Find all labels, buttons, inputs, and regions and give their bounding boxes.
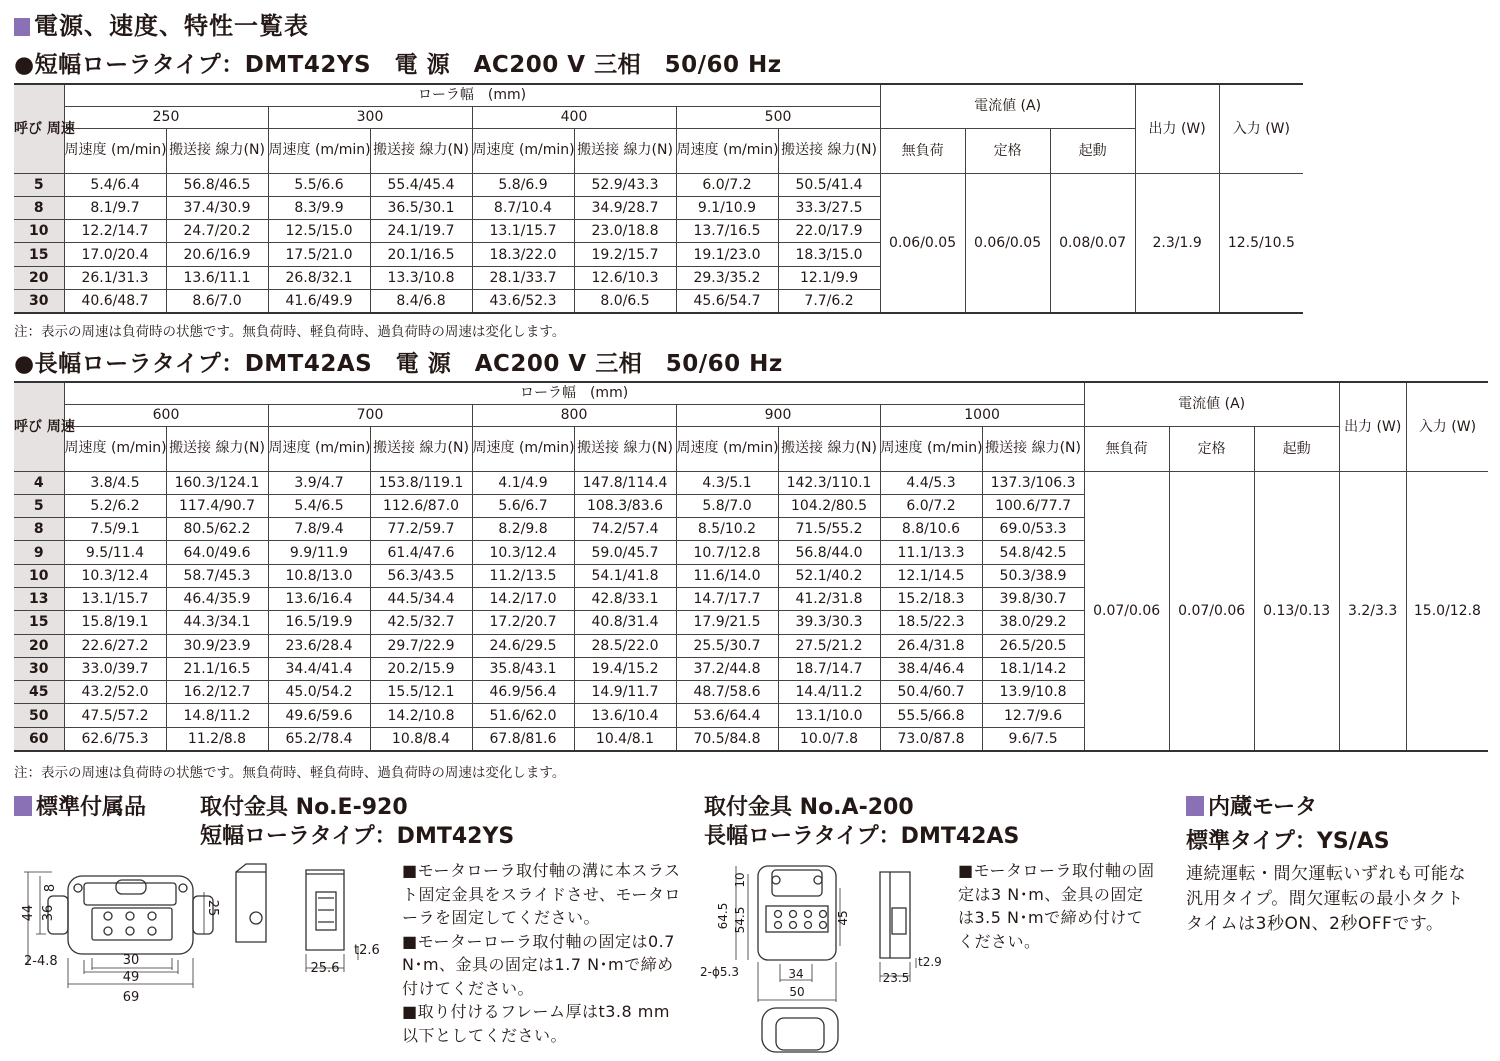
bracket2-model: 取付金具 No.A-200 xyxy=(704,795,914,820)
table-cell: 3.9/4.7 xyxy=(268,471,370,494)
speed-label-cell: 15 xyxy=(14,243,64,266)
table-cell: 4.1/4.9 xyxy=(472,471,574,494)
table-cell: 45.0/54.2 xyxy=(268,681,370,704)
table-cell: 12.6/10.3 xyxy=(574,266,676,289)
speed-label-cell: 50 xyxy=(14,704,64,727)
table-cell: 5.4/6.5 xyxy=(268,494,370,517)
table-cell: 54.8/42.5 xyxy=(982,541,1084,564)
col-force: 搬送接 線力(N) xyxy=(574,426,676,471)
cur-no-load: 無負荷 xyxy=(880,128,965,173)
width-900: 900 xyxy=(676,404,880,426)
table-cell: 18.3/15.0 xyxy=(778,243,880,266)
table-cell: 11.2/8.8 xyxy=(166,727,268,750)
table-cell: 18.7/14.7 xyxy=(778,657,880,680)
table-cell: 108.3/83.6 xyxy=(574,494,676,517)
table-cell: 38.4/46.4 xyxy=(880,657,982,680)
table-cell: 153.8/119.1 xyxy=(370,471,472,494)
table-cell: 62.6/75.3 xyxy=(64,727,166,750)
table-cell: 5.2/6.2 xyxy=(64,494,166,517)
table2-note: 注：表示の周速は負荷時の状態です。無負荷時、軽負荷時、過負荷時の周速は変化します。 xyxy=(14,765,566,781)
table-cell: 7.7/6.2 xyxy=(778,289,880,312)
speed-label-cell: 8 xyxy=(14,518,64,541)
col-speed: 周速度 (m/min) xyxy=(268,426,370,471)
speed-label-cell: 13 xyxy=(14,587,64,610)
speed-label-cell: 45 xyxy=(14,681,64,704)
width-400: 400 xyxy=(472,106,676,128)
table-cell: 59.0/45.7 xyxy=(574,541,676,564)
table-cell: 52.9/43.3 xyxy=(574,173,676,196)
width-500: 500 xyxy=(676,106,880,128)
table-cell: 49.6/59.6 xyxy=(268,704,370,727)
table-cell: 7.8/9.4 xyxy=(268,518,370,541)
dim-t2-6: t2.6 xyxy=(354,943,380,958)
motor-description: 連続運転・間欠運転いずれも可能な汎用タイプ。間欠運転の最小タクトタイムは3秒ON、2秒OFFです。 xyxy=(1186,864,1466,934)
table-cell: 13.3/10.8 xyxy=(370,266,472,289)
speed-label-cell: 10 xyxy=(14,220,64,243)
table-cell: 5.4/6.4 xyxy=(64,173,166,196)
table1-spec xyxy=(14,83,1303,314)
table-cell: 8.8/10.6 xyxy=(880,518,982,541)
title-marker-icon xyxy=(14,796,32,816)
table-cell: 44.5/34.4 xyxy=(370,587,472,610)
table-cell: 34.4/41.4 xyxy=(268,657,370,680)
table-cell: 13.1/10.0 xyxy=(778,704,880,727)
speed-label-cell: 9 xyxy=(14,541,64,564)
col-force: 搬送接 線力(N) xyxy=(982,426,1084,471)
speed-label-cell: 10 xyxy=(14,564,64,587)
table-cell: 4.4/5.3 xyxy=(880,471,982,494)
table-cell: 12.5/15.0 xyxy=(268,220,370,243)
table-cell: 10.3/12.4 xyxy=(472,541,574,564)
table-cell: 46.9/56.4 xyxy=(472,681,574,704)
table-cell: 13.6/11.1 xyxy=(166,266,268,289)
table-cell: 13.1/15.7 xyxy=(64,587,166,610)
table-cell: 39.3/30.3 xyxy=(778,611,880,634)
dim-45: 45 xyxy=(836,910,850,926)
bracket2-type: 長幅ローラタイプ：DMT42AS xyxy=(704,824,1020,849)
width-1000: 1000 xyxy=(880,404,1084,426)
table1-note: 注：表示の周速は負荷時の状態です。無負荷時、軽負荷時、過負荷時の周速は変化します。 xyxy=(14,324,566,340)
header-yobi: 呼び 周速 xyxy=(14,84,64,173)
speed-label-cell: 30 xyxy=(14,289,64,312)
cur-start: 起動 xyxy=(1050,128,1135,173)
col-speed: 周速度 (m/min) xyxy=(676,426,778,471)
table-cell: 11.6/14.0 xyxy=(676,564,778,587)
header-yobi: 呼び 周速 xyxy=(14,382,64,471)
table-cell: 55.4/45.4 xyxy=(370,173,472,196)
col-force: 搬送接 線力(N) xyxy=(166,128,268,173)
table-cell: 56.8/46.5 xyxy=(166,173,268,196)
table-cell: 43.6/52.3 xyxy=(472,289,574,312)
width-250: 250 xyxy=(64,106,268,128)
table-cell: 21.1/16.5 xyxy=(166,657,268,680)
table-cell: 51.6/62.0 xyxy=(472,704,574,727)
table-cell: 55.5/66.8 xyxy=(880,704,982,727)
dim-hole: 2-4.8 xyxy=(24,954,58,969)
header-current: 電流値 (A) xyxy=(880,84,1135,128)
table-cell: 8.2/9.8 xyxy=(472,518,574,541)
speed-label-cell: 8 xyxy=(14,196,64,219)
table-cell: 23.0/18.8 xyxy=(574,220,676,243)
col-force: 搬送接 線力(N) xyxy=(370,128,472,173)
bracket1-drawing xyxy=(18,858,388,1008)
dim-t2-9: t2.9 xyxy=(918,955,942,969)
table2-heading: ●長幅ローラタイプ：DMT42AS 電 源 AC200 V 三相 50/60 Hz xyxy=(14,351,783,377)
table-cell: 160.3/124.1 xyxy=(166,471,268,494)
table-cell: 13.7/16.5 xyxy=(676,220,778,243)
table-cell: 56.8/44.0 xyxy=(778,541,880,564)
cur-start: 起動 xyxy=(1254,426,1339,471)
speed-label-cell: 30 xyxy=(14,657,64,680)
dim-hole2: 2-ϕ5.3 xyxy=(700,965,739,979)
col-speed: 周速度 (m/min) xyxy=(880,426,982,471)
header-output: 出力 (W) xyxy=(1135,84,1219,173)
table-cell: 24.7/20.2 xyxy=(166,220,268,243)
table-cell: 9.6/7.5 xyxy=(982,727,1084,750)
table-cell: 17.2/20.7 xyxy=(472,611,574,634)
col-force: 搬送接 線力(N) xyxy=(778,426,880,471)
dim-36: 36 xyxy=(41,904,56,922)
input-value: 15.0/12.8 xyxy=(1406,471,1488,751)
table-cell: 26.1/31.3 xyxy=(64,266,166,289)
motor-title: 内蔵モータ xyxy=(1186,793,1317,822)
table-cell: 41.2/31.8 xyxy=(778,587,880,610)
table-cell: 17.0/20.4 xyxy=(64,243,166,266)
col-force: 搬送接 線力(N) xyxy=(574,128,676,173)
speed-label-cell: 4 xyxy=(14,471,64,494)
table-cell: 30.9/23.9 xyxy=(166,634,268,657)
table-cell: 28.1/33.7 xyxy=(472,266,574,289)
dim-49: 49 xyxy=(122,970,140,985)
table-cell: 12.1/9.9 xyxy=(778,266,880,289)
table-cell: 44.3/34.1 xyxy=(166,611,268,634)
table-cell: 37.4/30.9 xyxy=(166,196,268,219)
output-value: 3.2/3.3 xyxy=(1339,471,1406,751)
table-cell: 5.5/6.6 xyxy=(268,173,370,196)
table-cell: 104.2/80.5 xyxy=(778,494,880,517)
table-cell: 42.5/32.7 xyxy=(370,611,472,634)
table-cell: 112.6/87.0 xyxy=(370,494,472,517)
output-value: 2.3/1.9 xyxy=(1135,173,1219,313)
table-cell: 6.0/7.2 xyxy=(676,173,778,196)
table-cell: 8.7/10.4 xyxy=(472,196,574,219)
dim-64-5: 64.5 xyxy=(716,902,730,930)
width-800: 800 xyxy=(472,404,676,426)
table-cell: 10.0/7.8 xyxy=(778,727,880,750)
table-cell: 13.1/15.7 xyxy=(472,220,574,243)
table-cell: 8.0/6.5 xyxy=(574,289,676,312)
header-input: 入力 (W) xyxy=(1219,84,1303,173)
table-cell: 40.8/31.4 xyxy=(574,611,676,634)
dim-50: 50 xyxy=(789,985,805,999)
table-cell: 29.7/22.9 xyxy=(370,634,472,657)
title-marker-icon xyxy=(14,18,30,36)
motor-subtitle: 標準タイプ：YS/AS xyxy=(1186,829,1390,854)
table-cell: 37.2/44.8 xyxy=(676,657,778,680)
table-cell: 5.6/6.7 xyxy=(472,494,574,517)
table-cell: 100.6/77.7 xyxy=(982,494,1084,517)
table-cell: 15.8/19.1 xyxy=(64,611,166,634)
width-300: 300 xyxy=(268,106,472,128)
table-cell: 10.4/8.1 xyxy=(574,727,676,750)
table2-spec xyxy=(14,381,1488,752)
bracket2-instructions: ■モータローラ取付軸の固定は3 N･m、金具の固定は3.5 N･mで締め付けてください。 xyxy=(958,861,1155,951)
table-cell: 28.5/22.0 xyxy=(574,634,676,657)
table-cell: 33.0/39.7 xyxy=(64,657,166,680)
cur-no-load: 無負荷 xyxy=(1084,426,1169,471)
table-cell: 3.8/4.5 xyxy=(64,471,166,494)
table-cell: 19.4/15.2 xyxy=(574,657,676,680)
table-cell: 14.2/17.0 xyxy=(472,587,574,610)
table-cell: 22.6/27.2 xyxy=(64,634,166,657)
accessories-title: 標準付属品 xyxy=(14,793,146,822)
table-cell: 11.2/13.5 xyxy=(472,564,574,587)
header-current: 電流値 (A) xyxy=(1084,382,1339,426)
bracket1-type: 短幅ローラタイプ：DMT42YS xyxy=(200,824,515,849)
table-cell: 52.1/40.2 xyxy=(778,564,880,587)
dim-23-5: 23.5 xyxy=(882,971,910,985)
table-cell: 15.5/12.1 xyxy=(370,681,472,704)
dim-25: 25 xyxy=(205,899,220,917)
dim-10: 10 xyxy=(733,872,747,888)
dim-25-6: 25.6 xyxy=(310,961,340,976)
col-speed: 周速度 (m/min) xyxy=(676,128,778,173)
table-cell: 61.4/47.6 xyxy=(370,541,472,564)
table-cell: 58.7/45.3 xyxy=(166,564,268,587)
dim-54-5: 54.5 xyxy=(733,906,747,934)
table-cell: 43.2/52.0 xyxy=(64,681,166,704)
table-cell: 142.3/110.1 xyxy=(778,471,880,494)
table-cell: 48.7/58.6 xyxy=(676,681,778,704)
table-cell: 29.3/35.2 xyxy=(676,266,778,289)
bracket1-body xyxy=(68,876,193,954)
table-cell: 13.6/10.4 xyxy=(574,704,676,727)
table-cell: 39.8/30.7 xyxy=(982,587,1084,610)
table-cell: 18.3/22.0 xyxy=(472,243,574,266)
table-cell: 9.5/11.4 xyxy=(64,541,166,564)
table-cell: 6.0/7.2 xyxy=(880,494,982,517)
table1-heading: ●短幅ローラタイプ：DMT42YS 電 源 AC200 V 三相 50/60 Hz xyxy=(14,52,782,78)
table-cell: 20.6/16.9 xyxy=(166,243,268,266)
table-cell: 67.8/81.6 xyxy=(472,727,574,750)
table-cell: 8.3/9.9 xyxy=(268,196,370,219)
table-cell: 50.3/38.9 xyxy=(982,564,1084,587)
dim-30: 30 xyxy=(122,953,140,968)
table-cell: 26.8/32.1 xyxy=(268,266,370,289)
table-cell: 14.9/11.7 xyxy=(574,681,676,704)
table-cell: 74.2/57.4 xyxy=(574,518,676,541)
table-cell: 4.3/5.1 xyxy=(676,471,778,494)
table-cell: 45.6/54.7 xyxy=(676,289,778,312)
col-speed: 周速度 (m/min) xyxy=(64,128,166,173)
col-force: 搬送接 線力(N) xyxy=(370,426,472,471)
width-700: 700 xyxy=(268,404,472,426)
speed-label-cell: 20 xyxy=(14,634,64,657)
table-cell: 13.6/16.4 xyxy=(268,587,370,610)
table-cell: 65.2/78.4 xyxy=(268,727,370,750)
cur-rated: 定格 xyxy=(1169,426,1254,471)
cur-rated-value: 0.06/0.05 xyxy=(965,173,1050,313)
table-cell: 9.9/11.9 xyxy=(268,541,370,564)
table-cell: 80.5/62.2 xyxy=(166,518,268,541)
table-cell: 54.1/41.8 xyxy=(574,564,676,587)
table-cell: 38.0/29.2 xyxy=(982,611,1084,634)
table-cell: 5.8/7.0 xyxy=(676,494,778,517)
table-cell: 26.5/20.5 xyxy=(982,634,1084,657)
table-cell: 17.9/21.5 xyxy=(676,611,778,634)
table-cell: 18.5/22.3 xyxy=(880,611,982,634)
col-force: 搬送接 線力(N) xyxy=(166,426,268,471)
col-speed: 周速度 (m/min) xyxy=(268,128,370,173)
table-cell: 137.3/106.3 xyxy=(982,471,1084,494)
speed-label-cell: 60 xyxy=(14,727,64,750)
table-cell: 10.8/13.0 xyxy=(268,564,370,587)
col-speed: 周速度 (m/min) xyxy=(64,426,166,471)
table-cell: 24.6/29.5 xyxy=(472,634,574,657)
speed-label-cell: 5 xyxy=(14,494,64,517)
width-600: 600 xyxy=(64,404,268,426)
dim-69: 69 xyxy=(122,990,140,1005)
table-cell: 16.5/19.9 xyxy=(268,611,370,634)
table-cell: 10.7/12.8 xyxy=(676,541,778,564)
table-cell: 14.8/11.2 xyxy=(166,704,268,727)
table-cell: 117.4/90.7 xyxy=(166,494,268,517)
header-roller-width: ローラ幅 (mm) xyxy=(64,84,880,106)
table-cell: 8.4/6.8 xyxy=(370,289,472,312)
bracket1-model: 取付金具 No.E-920 xyxy=(200,795,408,820)
header-output: 出力 (W) xyxy=(1339,382,1406,471)
table-cell: 5.8/6.9 xyxy=(472,173,574,196)
table-cell: 16.2/12.7 xyxy=(166,681,268,704)
table-cell: 50.5/41.4 xyxy=(778,173,880,196)
header-roller-width: ローラ幅 (mm) xyxy=(64,382,1084,404)
table-cell: 9.1/10.9 xyxy=(676,196,778,219)
dim-34: 34 xyxy=(788,967,804,981)
table-cell: 40.6/48.7 xyxy=(64,289,166,312)
cur-start-value: 0.08/0.07 xyxy=(1050,173,1135,313)
table-cell: 15.2/18.3 xyxy=(880,587,982,610)
table-cell: 22.0/17.9 xyxy=(778,220,880,243)
table-cell: 7.5/9.1 xyxy=(64,518,166,541)
col-speed: 周速度 (m/min) xyxy=(472,426,574,471)
table-cell: 20.1/16.5 xyxy=(370,243,472,266)
table-cell: 12.2/14.7 xyxy=(64,220,166,243)
table-cell: 50.4/60.7 xyxy=(880,681,982,704)
input-value: 12.5/10.5 xyxy=(1219,173,1303,313)
table-cell: 73.0/87.8 xyxy=(880,727,982,750)
table-cell: 53.6/64.4 xyxy=(676,704,778,727)
cur-start-value: 0.13/0.13 xyxy=(1254,471,1339,751)
table-cell: 14.4/11.2 xyxy=(778,681,880,704)
table-cell: 35.8/43.1 xyxy=(472,657,574,680)
table-cell: 14.7/17.7 xyxy=(676,587,778,610)
cur-no-load-value: 0.06/0.05 xyxy=(880,173,965,313)
table-cell: 8.1/9.7 xyxy=(64,196,166,219)
table-cell: 18.1/14.2 xyxy=(982,657,1084,680)
cur-no-load-value: 0.07/0.06 xyxy=(1084,471,1169,751)
table-cell: 8.5/10.2 xyxy=(676,518,778,541)
table-cell: 8.6/7.0 xyxy=(166,289,268,312)
table-cell: 77.2/59.7 xyxy=(370,518,472,541)
table-cell: 71.5/55.2 xyxy=(778,518,880,541)
table-cell: 10.8/8.4 xyxy=(370,727,472,750)
table-cell: 41.6/49.9 xyxy=(268,289,370,312)
table-cell: 46.4/35.9 xyxy=(166,587,268,610)
table-cell: 13.9/10.8 xyxy=(982,681,1084,704)
table-cell: 10.3/12.4 xyxy=(64,564,166,587)
table-cell: 36.5/30.1 xyxy=(370,196,472,219)
table-cell: 20.2/15.9 xyxy=(370,657,472,680)
speed-label-cell: 15 xyxy=(14,611,64,634)
bracket1-instructions: ■モータローラ取付軸の溝に本スラスト固定金具をスライドさせ、モータローラを固定してください。 ■モーターローラ取付軸の固定は0.7 N･m、金具の固定は1.7 N･mで締め付けてください。 ■取り付けるフレーム厚はt3.8 mm以下としてください。 xyxy=(402,861,681,1045)
dim-44: 44 xyxy=(21,904,36,922)
cur-rated: 定格 xyxy=(965,128,1050,173)
table-cell: 11.1/13.3 xyxy=(880,541,982,564)
title-marker-icon xyxy=(1186,796,1204,816)
page-title: 電源、速度、特性一覧表 xyxy=(14,6,309,41)
table-cell: 56.3/43.5 xyxy=(370,564,472,587)
table-cell: 24.1/19.7 xyxy=(370,220,472,243)
table-cell: 33.3/27.5 xyxy=(778,196,880,219)
speed-label-cell: 20 xyxy=(14,266,64,289)
col-force: 搬送接 線力(N) xyxy=(778,128,880,173)
table-cell: 12.7/9.6 xyxy=(982,704,1084,727)
dim-8: 8 xyxy=(43,883,58,893)
table-cell: 147.8/114.4 xyxy=(574,471,676,494)
table-cell: 14.2/10.8 xyxy=(370,704,472,727)
table-cell: 47.5/57.2 xyxy=(64,704,166,727)
speed-label-cell: 5 xyxy=(14,173,64,196)
table-cell: 19.2/15.7 xyxy=(574,243,676,266)
table-cell: 19.1/23.0 xyxy=(676,243,778,266)
cur-rated-value: 0.07/0.06 xyxy=(1169,471,1254,751)
table-cell: 25.5/30.7 xyxy=(676,634,778,657)
header-input: 入力 (W) xyxy=(1406,382,1488,471)
bracket2-drawing xyxy=(700,858,960,1056)
table-cell: 69.0/53.3 xyxy=(982,518,1084,541)
table-cell: 27.5/21.2 xyxy=(778,634,880,657)
table-cell: 17.5/21.0 xyxy=(268,243,370,266)
table-cell: 26.4/31.8 xyxy=(880,634,982,657)
table-cell: 23.6/28.4 xyxy=(268,634,370,657)
table-cell: 64.0/49.6 xyxy=(166,541,268,564)
col-speed: 周速度 (m/min) xyxy=(472,128,574,173)
table-cell: 12.1/14.5 xyxy=(880,564,982,587)
table-cell: 70.5/84.8 xyxy=(676,727,778,750)
table-cell: 42.8/33.1 xyxy=(574,587,676,610)
table-cell: 34.9/28.7 xyxy=(574,196,676,219)
